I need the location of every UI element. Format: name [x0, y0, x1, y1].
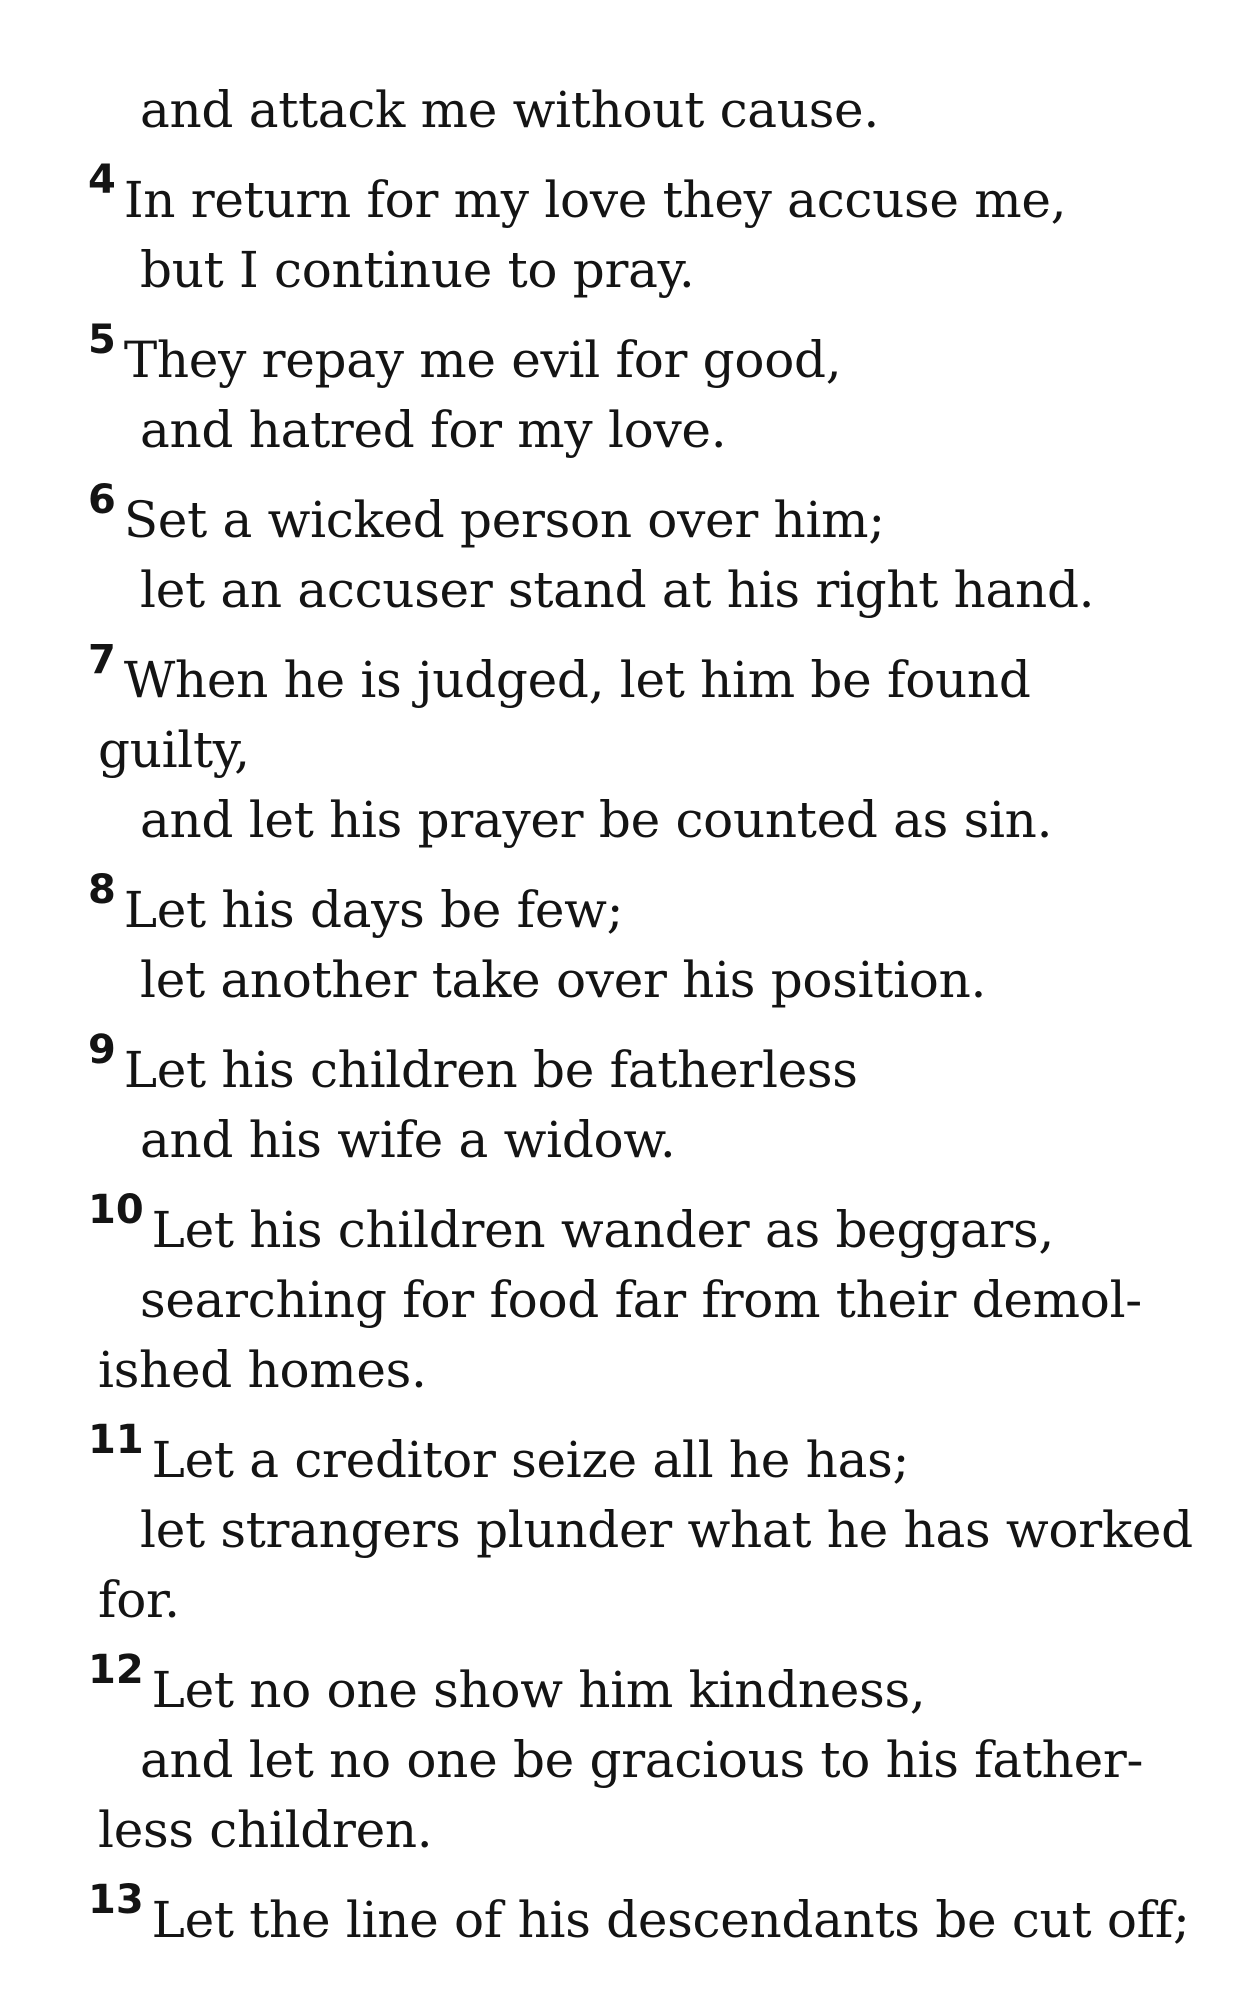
verse-number: 6: [88, 477, 116, 523]
verse-wrap-line: ished homes.: [98, 1341, 427, 1399]
verse-line: but I continue to pray.: [140, 241, 695, 299]
verse-line: let an accuser stand at his right hand.: [140, 561, 1095, 619]
verse-line: and attack me without cause.: [140, 81, 879, 139]
verse-5-first-line: [88, 317, 842, 394]
verse-number: 4: [88, 157, 116, 203]
verse-11-first-line: [88, 1417, 909, 1494]
verse-line: and let his prayer be counted as sin.: [140, 791, 1053, 849]
verse-text: Let no one show him kindness,: [151, 1661, 926, 1719]
verse-wrap-line: guilty,: [98, 721, 250, 779]
verse-12-first-line: [88, 1647, 926, 1724]
verse-text: They repay me evil for good,: [123, 331, 842, 389]
verse-text: Set a wicked person over him;: [123, 491, 885, 549]
verse-number: 10: [88, 1187, 144, 1233]
verse-number: 13: [88, 1877, 144, 1923]
verse-9-first-line: [88, 1027, 858, 1104]
verse-text: Let his days be few;: [123, 881, 624, 939]
verse-wrap-line: for.: [98, 1571, 180, 1629]
verse-number: 12: [88, 1647, 144, 1693]
verse-number: 7: [88, 637, 116, 683]
verse-text: Let his children be fatherless: [123, 1041, 858, 1099]
verse-line: let strangers plunder what he has worked: [140, 1501, 1193, 1559]
verse-7-first-line: [88, 637, 1031, 714]
verse-number: 11: [88, 1417, 144, 1463]
verse-line: and hatred for my love.: [140, 401, 727, 459]
verse-8-first-line: [88, 867, 624, 944]
verse-number: 5: [88, 317, 116, 363]
verse-13-first-line: [88, 1877, 1190, 1954]
verse-line: and his wife a widow.: [140, 1111, 676, 1169]
verse-text: In return for my love they accuse me,: [123, 171, 1067, 229]
verse-number: 9: [88, 1027, 116, 1073]
verse-text: Let a creditor seize all he has;: [151, 1431, 909, 1489]
verse-text: Let the line of his descendants be cut off;: [151, 1891, 1190, 1949]
verse-6-first-line: [88, 477, 885, 554]
verse-4-first-line: [88, 157, 1067, 234]
verse-text: Let his children wander as beggars,: [151, 1201, 1054, 1259]
verse-10-first-line: [88, 1187, 1054, 1264]
verse-line: searching for food far from their demol-: [140, 1271, 1142, 1329]
verse-wrap-line: less children.: [98, 1801, 433, 1859]
verse-line: let another take over his position.: [140, 951, 987, 1009]
verse-line: and let no one be gracious to his father-: [140, 1731, 1144, 1789]
verse-text: When he is judged, let him be found: [123, 651, 1031, 709]
verse-number: 8: [88, 867, 116, 913]
